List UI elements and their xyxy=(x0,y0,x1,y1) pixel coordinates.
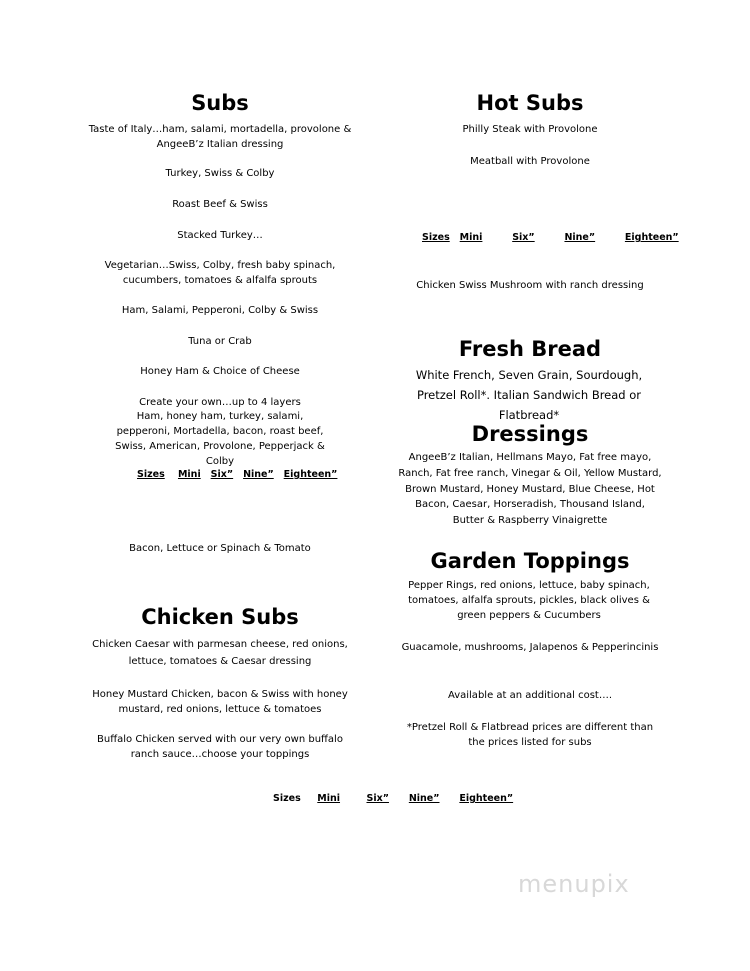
fresh-bread-list: White French, Seven Grain, Sourdough, Pretzel Roll*. Italian Sandwich Bread or Flatbread* xyxy=(415,368,643,422)
menupix-watermark: menupix xyxy=(518,870,630,898)
additional-cost-note: Available at an additional cost…. xyxy=(447,690,613,701)
size-six: Six” xyxy=(366,793,389,804)
size-six: Six” xyxy=(210,469,234,480)
garden-toppings-extras: Guacamole, mushrooms, Jalapenos & Pepperincinis xyxy=(401,642,659,653)
sub-item-tuna: Tuna or Crab xyxy=(188,336,252,347)
size-mini: Mini xyxy=(177,469,201,480)
chicken-item-buffalo: Buffalo Chicken served with our very own buffalo ranch sauce…choose your toppings xyxy=(97,734,343,760)
sizes-label: Sizes xyxy=(137,469,165,480)
size-eighteen: Eighteen” xyxy=(459,793,514,804)
size-six: Six” xyxy=(512,232,535,243)
size-mini: Mini xyxy=(317,793,341,804)
hot-item-philly: Philly Steak with Provolone xyxy=(462,124,598,135)
create-your-own-title: Create your own…up to 4 layers xyxy=(139,397,301,408)
dressings-list: AngeeB’z Italian, Hellmans Mayo, Fat free mayo, Ranch, Fat free ranch, Vinegar & Oil, Yellow Mustard, Brown Mustard, Honey Mustard, Blue Cheese, Hot Bacon, Caesar, Horseradish, Thousand Island, Butter & Raspberry Vinaigrette xyxy=(398,452,662,527)
sub-item-stacked-turkey: Stacked Turkey… xyxy=(177,230,263,241)
hot-item-chicken-swiss: Chicken Swiss Mushroom with ranch dressing xyxy=(416,280,644,291)
fresh-bread-heading: Fresh Bread xyxy=(458,337,602,361)
size-eighteen: Eighteen” xyxy=(283,469,338,480)
size-nine: Nine” xyxy=(564,232,596,243)
sizes-label: Sizes xyxy=(422,232,450,243)
bread-price-footnote: *Pretzel Roll & Flatbread prices are different than the prices listed for subs xyxy=(406,722,654,748)
chicken-subs-heading: Chicken Subs xyxy=(141,605,299,629)
garden-toppings-list: Pepper Rings, red onions, lettuce, baby spinach, tomatoes, alfalfa sprouts, pickles, black olives & green peppers & Cucumbers xyxy=(408,580,650,621)
sub-item-taste-of-italy: Taste of Italy…ham, salami, mortadella, provolone & AngeeB’z Italian dressing xyxy=(88,124,352,150)
sub-item-roast-beef: Roast Beef & Swiss xyxy=(172,199,268,210)
dressings-heading: Dressings xyxy=(471,422,589,446)
hot-item-meatball: Meatball with Provolone xyxy=(470,156,590,167)
sub-item-vegetarian: Vegetarian…Swiss, Colby, fresh baby spinach, cucumbers, tomatoes & alfalfa sprouts xyxy=(104,260,336,286)
size-nine: Nine” xyxy=(243,469,274,480)
create-your-own-options: Ham, honey ham, turkey, salami, pepperoni, Mortadella, bacon, roast beef, Swiss, American, Provolone, Pepperjack & Colby xyxy=(115,411,325,467)
subs-extras: Bacon, Lettuce or Spinach & Tomato xyxy=(129,543,311,554)
size-eighteen: Eighteen” xyxy=(624,232,679,243)
chicken-item-honey-mustard: Honey Mustard Chicken, bacon & Swiss with honey mustard, red onions, lettuce & tomatoes xyxy=(92,689,348,715)
garden-toppings-heading: Garden Toppings xyxy=(430,549,630,573)
hot-subs-sizes-row xyxy=(422,231,679,245)
sub-item-honey-ham: Honey Ham & Choice of Cheese xyxy=(140,366,300,377)
bottom-sizes-row xyxy=(273,792,513,806)
hot-subs-heading: Hot Subs xyxy=(476,91,584,115)
sizes-label: Sizes xyxy=(273,793,301,804)
size-mini: Mini xyxy=(459,232,483,243)
size-nine: Nine” xyxy=(408,793,440,804)
chicken-item-caesar: Chicken Caesar with parmesan cheese, red onions, lettuce, tomatoes & Caesar dressing xyxy=(92,639,348,667)
subs-sizes-row xyxy=(137,468,337,482)
subs-heading: Subs xyxy=(191,91,249,115)
sub-item-ham-salami: Ham, Salami, Pepperoni, Colby & Swiss xyxy=(121,305,319,316)
sub-item-turkey: Turkey, Swiss & Colby xyxy=(165,168,275,179)
